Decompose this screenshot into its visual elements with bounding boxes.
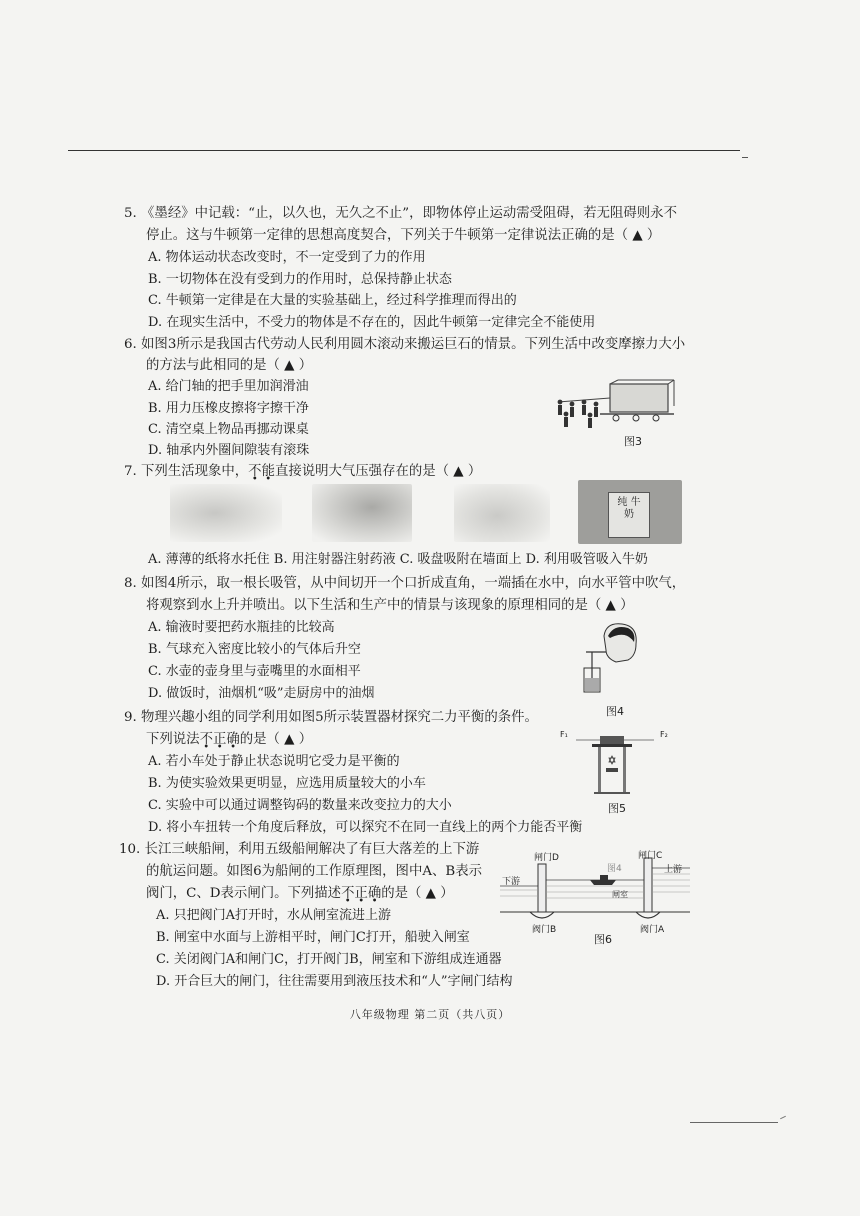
q8-option-a: A. 输液时要把药水瓶挂的比较高 <box>148 620 335 635</box>
q9-stem-post: 的是（ ▲ ） <box>239 732 313 747</box>
figure-4-straw-blowing <box>576 622 646 694</box>
q10-stem-post: 的是（ ▲ ） <box>381 886 454 901</box>
q10-stem-line-3 <box>146 885 454 903</box>
q10-emphasis-2: 正 <box>354 886 368 901</box>
q7-photo-suction-cup <box>454 484 550 542</box>
q7-emphasis-1: 不 <box>248 464 262 479</box>
upstream-label: 上游 <box>664 865 683 875</box>
q9-option-d: D. 将小车扭转一个角度后释放，可以探究不在同一直线上的两个力能否平衡 <box>148 820 583 835</box>
figure-5-caption: 图5 <box>608 802 626 815</box>
q6-option-d: D. 轴承内外圈间隙装有滚珠 <box>148 443 310 458</box>
q7-photo-water-paper <box>170 484 282 542</box>
q10-option-a: A. 只把阀门A打开时，水从闸室流进上游 <box>156 908 392 923</box>
q8-option-b: B. 气球充入密度比较小的气体后升空 <box>148 642 361 657</box>
q10-option-b: B. 闸室中水面与上游相平时，闸门C打开，船驶入闸室 <box>156 930 470 945</box>
q6-option-c: C. 清空桌上物品再挪动课桌 <box>148 422 309 437</box>
gate-c-label: 闸门C <box>638 851 663 861</box>
q7-photo-syringe <box>312 484 412 542</box>
q7-options: A. 薄薄的纸将水托住 B. 用注射器注射药液 C. 吸盘吸附在墙面上 D. 利用吸管吸入牛奶 <box>148 552 648 567</box>
q9-stem-line-1: 9. 物理兴趣小组的同学利用如图5所示装置器材探究二力平衡的条件。 <box>124 710 538 725</box>
q6-option-a: A. 给门轴的把手里加润滑油 <box>148 379 309 394</box>
figure-6-ship-lock-diagram <box>500 858 690 928</box>
q9-option-b: B. 为使实验效果更明显，应选用质量较大的小车 <box>148 776 426 791</box>
downstream-label: 下游 <box>502 877 521 887</box>
q7-emphasis-2: 能 <box>261 464 275 479</box>
q5-stem-line-1: 5. 《墨经》中记载：“止，以久也，无久之不止”，即物体停止运动需受阻碍，若无阻碍则永不 <box>124 206 677 221</box>
gate-d-label: 闸门D <box>534 853 559 863</box>
q10-option-c: C. 关闭阀门A和闸门C，打开阀门B，闸室和下游组成连通器 <box>156 952 502 967</box>
q6-stem-line-1: 6. 如图3所示是我国古代劳动人民利用圆木滚动来搬运巨石的情景。下列生活中改变摩擦力大小 <box>124 337 686 352</box>
q8-option-c: C. 水壶的壶身里与壶嘴里的水面相平 <box>148 664 361 679</box>
q9-emphasis-3: 确 <box>226 732 240 747</box>
figure-6-caption: 图6 <box>594 933 612 946</box>
q8-stem-line-2: 将观察到水上升并喷出。以下生活和生产中的情景与该现象的原理相同的是（ ▲ ） <box>146 598 634 613</box>
page-footer: 八年级物理 第二页（共八页） <box>349 1008 511 1021</box>
scan-mark-bottom <box>690 1122 778 1123</box>
valve-b-label: 阀门B <box>532 925 557 935</box>
q6-option-b: B. 用力压橡皮擦将字擦干净 <box>148 401 309 416</box>
q10-stem-line-1: 10. 长江三峡船闸，利用五级船闸解决了有巨大落差的上下游 <box>119 842 480 857</box>
scan-mark <box>742 157 748 158</box>
q8-stem-line-1: 8. 如图4所示，取一根长吸管，从中间切开一个口折成直角，一端插在水中，向水平管中吹气， <box>124 576 686 591</box>
q9-emphasis-1: 不 <box>199 732 213 747</box>
q5-option-b: B. 一切物体在没有受到力的作用时，总保持静止状态 <box>148 272 452 287</box>
q5-option-c: C. 牛顿第一定律是在大量的实验基础上，经过科学推理而得出的 <box>148 293 517 308</box>
scan-mark-bottom-tick <box>780 1116 786 1119</box>
figure-3-stone-transport <box>550 380 680 432</box>
q9-stem-line-2 <box>146 731 312 749</box>
q10-stem-line-2: 的航运问题。如图6为船闸的工作原理图，图中A、B表示 <box>146 864 483 879</box>
q9-emphasis-2: 正 <box>212 732 227 747</box>
q5-option-a: A. 物体运动状态改变时，不一定受到了力的作用 <box>148 250 426 265</box>
q5-stem-line-2: 停止。这与牛顿第一定律的思想高度契合，下列关于牛顿第一定律说法正确的是（ ▲ ） <box>146 228 661 243</box>
q7-stem <box>124 463 481 481</box>
q8-option-d: D. 做饭时，油烟机“吸”走厨房中的油烟 <box>148 686 375 701</box>
figure-5-force-balance-apparatus <box>570 734 660 796</box>
q10-emphasis-3: 确 <box>367 886 382 901</box>
q7-photo-milk-straw <box>578 480 682 544</box>
q10-emphasis-1: 不 <box>341 886 355 901</box>
q9-option-c: C. 实验中可以通过调整钩码的数量来改变拉力的大小 <box>148 798 452 813</box>
milk-carton-label: 纯 牛 奶 <box>617 497 641 520</box>
q6-stem-line-2: 的方法与此相同的是（ ▲ ） <box>146 358 313 373</box>
q10-option-d: D. 开合巨大的闸门，往往需要用到液压技术和“人”字闸门结构 <box>156 974 513 989</box>
q7-stem-pre: 7. 下列生活现象中， <box>124 464 249 479</box>
ghost-figure-4-label: 图4 <box>607 864 622 874</box>
q9-stem-pre: 下列说法 <box>146 732 200 747</box>
figure-4-caption: 图4 <box>606 705 624 718</box>
q7-stem-post: 直接说明大气压强存在的是（ ▲ ） <box>274 464 482 479</box>
q9-option-a: A. 若小车处于静止状态说明它受力是平衡的 <box>148 754 400 769</box>
force-f2-label: F₂ <box>660 730 668 739</box>
header-rule <box>68 150 740 151</box>
q10-stem-pre: 阀门，C、D表示闸门。下列描述 <box>146 886 342 901</box>
q5-option-d: D. 在现实生活中，不受力的物体是不存在的，因此牛顿第一定律完全不能使用 <box>148 315 596 330</box>
figure-3-caption: 图3 <box>624 435 642 448</box>
force-f1-label: F₁ <box>560 730 568 739</box>
valve-a-label: 阀门A <box>640 925 665 935</box>
lock-chamber-label: 闸室 <box>612 890 628 899</box>
